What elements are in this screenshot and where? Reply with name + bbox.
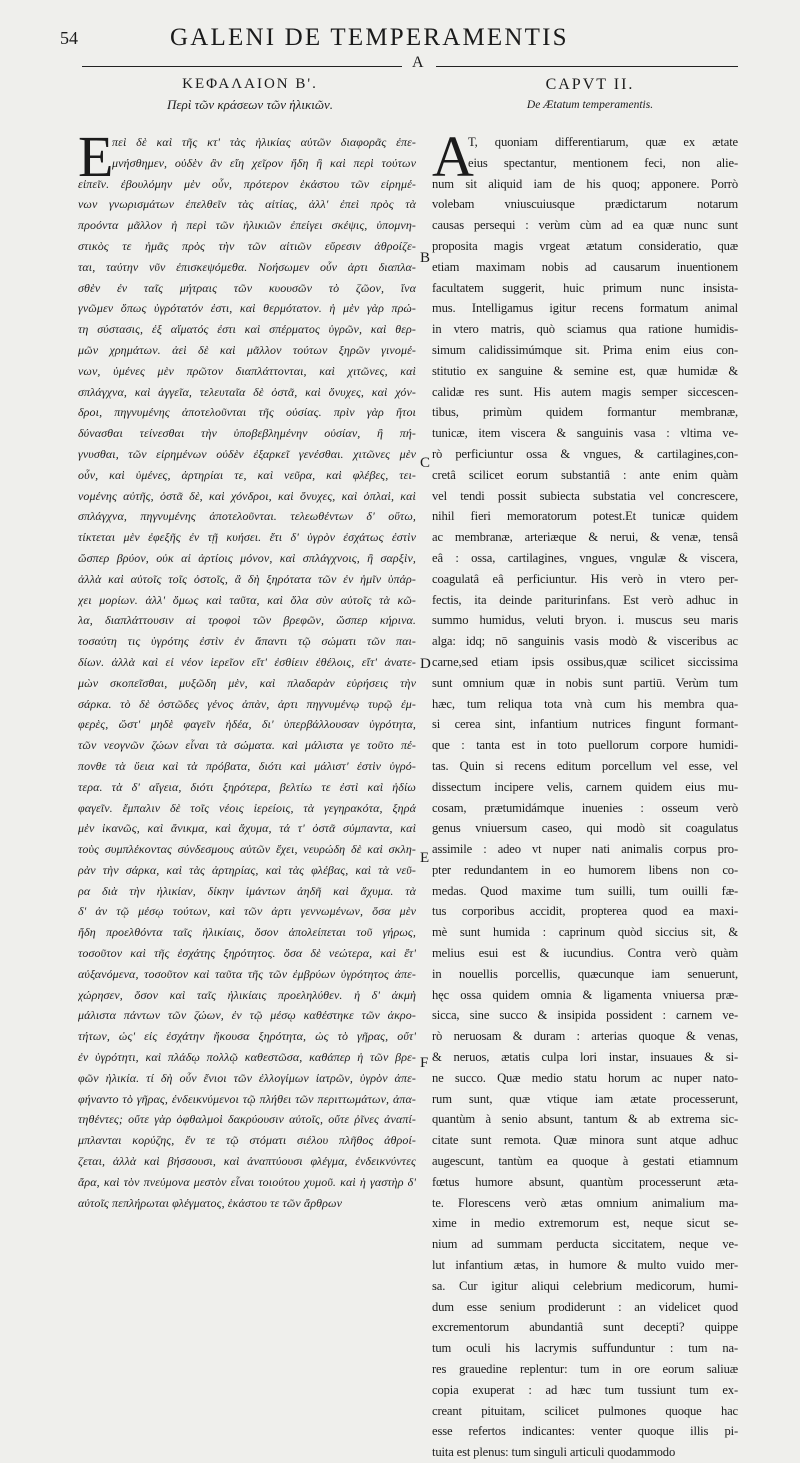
greek-text-line: προόντα μᾶλλον ἡ περὶ τῶν ἡλικιῶν ἐπείγει σκέψις, ὑπομνη-	[78, 218, 416, 233]
greek-text-line: μῶν χρημάτων. ἀεὶ δὲ καὶ μᾶλλον τούτων ξηρῶν γινομέ-	[78, 342, 416, 357]
latin-text-line: cosam, prætumidámque inuenies : osseum verò	[432, 800, 738, 815]
page-number: 54	[60, 28, 78, 48]
greek-text-line: αὐτοῖς πεπλήρωται φλέγματος, ἑκάστου τε τῶν ἄρθρων	[78, 1195, 343, 1210]
latin-text-line: etiam maximam nobis ad causarum inuentionem	[432, 259, 738, 274]
latin-text-line: causas persequi : verùm cùm ad ea quæ nunc sunt	[432, 218, 738, 233]
running-title: GALENI DE TEMPERAMENTIS	[170, 24, 569, 51]
latin-text-line: augescunt, tantùm ea quoque à gestati etiamnum	[432, 1154, 738, 1169]
latin-text-line: dissectum incipere velis, carnem quidem eius mu-	[432, 779, 738, 794]
header-rule-left	[82, 66, 402, 67]
latin-text-line: creant pituitam, scilicet pulmones quoque hac	[432, 1403, 738, 1418]
greek-text-line: τοὺς συμπλέκοντας σύνδεσμους αὐτῶν ἔχει, νευρώδη δὲ καὶ σκλη-	[78, 842, 416, 857]
greek-text-line: οὖν, καὶ ὑμένες, ἀρτηρίαι τε, καὶ νεῦρα, καὶ φλέβες, τει-	[78, 467, 416, 482]
page-header	[60, 22, 745, 56]
greek-text-line: φερὲς, ὥστ' μηδὲ φαγεῖν ἡδέα, δι' ὑπερβάλλουσαν ὑγρότητα,	[78, 717, 416, 732]
greek-text-line: ἐν ὑγρότητι, καὶ πλάδῳ πολλῷ καθεστῶσα, καθάπερ ἡ τῶν βρε-	[78, 1050, 416, 1065]
header-rule-right	[436, 66, 738, 67]
greek-text-line: γνῶμεν ὅπως ὑγρότατόν ἐστι, καὶ θερμότατον. ἡ μὲν γὰρ πρώ-	[78, 301, 416, 316]
latin-text-line: proposita magis vrgeat ætatum consideratio, quæ	[432, 238, 738, 253]
latin-text-line: tum oculi his lacrymis suffunduntur : tum na-	[432, 1341, 738, 1356]
latin-text-line: summo humidus, veluti bryon. i. muscus seu maris	[432, 613, 738, 628]
greek-text-line: νων, ὑμένες μὲν πρῶτον διαπλάττονται, καὶ χιτῶνες, καὶ	[78, 363, 416, 378]
latin-text-line: assimile : adeo vt nuper nati animalis corpus pro-	[432, 842, 738, 857]
greek-text-line: σπλάγχνα, πηγνυμένης ἀποτελοῦνται. τελεωθέντων δ' οὕτω,	[78, 509, 416, 524]
latin-text-line: in nouellis porcellis, quæcunque iam senuerunt,	[432, 966, 738, 981]
latin-text-line: genus vniuersum caseo, qui modò sit coagulatus	[432, 821, 738, 836]
greek-text-line: μὲν ἱκανῶς, καὶ ἄνικμα, καὶ ἄχυμα, τά τ' ὀστᾶ σύμπαντα, καὶ	[78, 821, 416, 836]
latin-text-line: hæc, tum reliqua tota vnà cum his membra qua-	[432, 696, 738, 711]
greek-text-line: ται, ταύτην νῦν ἐπισκεψόμεθα. Νοήσωμεν οὖν ἀρτι διαπλα-	[78, 259, 416, 274]
greek-text-column	[78, 132, 416, 1213]
greek-text-line: πεὶ δὲ καὶ τῆς κτ' τὰς ἡλικίας αὐτῶν διαφορᾶς ἐπε-	[112, 135, 416, 149]
latin-text-line: simum calidissimúmque sit. Prima enim eius con-	[432, 342, 738, 357]
latin-text-line: num sit aliquid iam de his quoq; apponere. Porrò	[432, 176, 738, 191]
greek-text-line: μπλανται κορύζης, ἔν τε τῷ στόματι σιέλου πλῆθος ἀθροί-	[78, 1133, 416, 1148]
latin-text-line: sa. Cur igitur aliqui celebrium medicorum, humi-	[432, 1278, 738, 1293]
greek-text-line: χώρησεν, ὅσον καὶ ταῖς ἡλικίαις προεληλύθεν. ἡ δ' ἀκμὴ	[78, 987, 416, 1002]
greek-text-line: τήτων, ὡς' εἰς ἐσχάτην ἥκουσα ξηρότητα, ὡς τὸ γῆρας, οὔτ'	[78, 1029, 416, 1044]
latin-text-column	[432, 132, 738, 1463]
greek-text-line: σθὲν ἐν ταῖς μήτραις τῶν κυουσῶν τὸ ζῶον, ἵνα	[78, 280, 416, 295]
greek-text-line: νομένης αὐτῆς, ὀστᾶ δὲ, καὶ χόνδροι, καὶ ὄνυχες, καὶ ὁπλαὶ, καὶ	[78, 488, 416, 503]
latin-text-line: tas. Quin si recens editum porcellum vel esse, vel	[432, 758, 738, 773]
greek-text-line: τηθέντες; οὔτε γὰρ ὀφθαλμοὶ δακρύουσιν αὐτοῖς, οὔτε ῥῖνες ἀναπί-	[78, 1112, 416, 1127]
latin-text-line: pter redundantem in eo humorem libens non co-	[432, 862, 738, 877]
greek-text-line: φήναντο τὸ γῆρας, ἐνδεικνύμενοι τῷ πλήθει τῶν περιττωμάτων, ἀπα-	[78, 1091, 416, 1106]
latin-chapter-title: CAPVT II.	[545, 76, 635, 93]
greek-text-line: αὐξανόμενα, τοσοῦτον καὶ ταῦτα τῆς τῶν ἐμβρύων ὑγρότητος ἀπε-	[78, 966, 416, 981]
latin-text-line: mè sunt humida : caprinum quòd siccius sit, &	[432, 925, 738, 940]
greek-text-line: τοσαύτη τις ὑγρότης ἐστὶν ἐν ἅπαντι τῷ σώματι τῶν παι-	[78, 634, 416, 649]
latin-text-line: nihil fieri memoratorum potest.Et tunicæ quidem	[432, 509, 738, 524]
latin-text-line: in vtero matris, quò sciamus qua ratione humidis-	[432, 322, 738, 337]
latin-drop-cap: A	[432, 124, 474, 189]
latin-text-line: te. Florescens verò ætas omnium animalium ma-	[432, 1195, 738, 1210]
latin-text-line: cretâ scilicet eorum substantiâ : ante enim quàm	[432, 467, 738, 482]
margin-letter: E	[420, 850, 430, 866]
greek-text-line: ἄρα, καὶ τὸν πνεύμονα μεστὸν εἶναι τοιούτου χυμοῦ. καὶ ἡ γαστὴρ δ'	[78, 1174, 416, 1189]
latin-text-line: xime in medio extremorum est, neque sicut se-	[432, 1216, 738, 1231]
latin-text-line: stitutio ex sanguine & semine est, quæ humidæ &	[432, 363, 738, 378]
latin-text-line: coagulatâ eâ perficiuntur. His verò in vtero per-	[432, 571, 738, 586]
greek-text-line: σπλάγχνα, καὶ ἀγγεῖα, τελευταῖα δὲ ὀστᾶ, καὶ ὄνυχες, καὶ χόν-	[78, 384, 416, 399]
latin-text-line: volebam vniuscuiusque prædictarum notarum	[432, 197, 738, 212]
latin-text-line: excrementorum abundantiâ sunt decepti? quippe	[432, 1320, 738, 1335]
margin-letter: C	[420, 455, 431, 471]
greek-text-line: μνήσθημεν, οὐδὲν ἂν εἴη χεῖρον ἤδη ἢ καὶ περὶ τούτων	[112, 155, 416, 170]
latin-text-line: calidæ res sunt. His autem magis semper siccescen-	[432, 384, 738, 399]
greek-text-line: μὼν σκοπεῖσθαι, μυξῶδη μὲν, καὶ πλαδαρὰν εὑρήσεις τὴν	[78, 675, 416, 690]
latin-text-line: mus. Intelligamus igitur recens formatum animal	[432, 301, 738, 316]
latin-text-line: si cerea sint, infantium nutrices fingunt formant-	[432, 717, 738, 732]
latin-text-line: lut infantium ætas, in humore & multo vuido mer-	[432, 1258, 738, 1273]
latin-text-line: citate sunt remota. Quæ minora sunt atque adhuc	[432, 1133, 738, 1148]
greek-text-line: φαγεῖν. ἔμπαλιν δὲ τοῖς νέοις ἱερείοις, τὰ γεγηρακότα, ξηρά	[78, 800, 416, 815]
greek-text-line: τη σύστασις, ἐξ αἵματός ἐστι καὶ σπέρματος ὑγρῶν, καὶ θερ-	[78, 322, 416, 337]
latin-text-line: eius spectantur, mentionem feci, non alie-	[468, 155, 738, 170]
greek-text-line: δύνασθαι τείνεσθαι τὴν ὑποβεβλημένην οὐσίαν, ἢ πή-	[78, 426, 416, 441]
greek-text-line: τοσοῦτον καὶ τῆς ἐσχάτης ξηρότητος. ὅσα δὲ νεώτερα, καὶ ἔτ'	[78, 946, 416, 961]
greek-text-line: μάλιστα πάντων τῶν ζώων, ἐν τῷ μέσῳ καθέστηκε τῶν ἀκρο-	[78, 1008, 416, 1023]
greek-text-line: τερα. τὰ δ' αἴγεια, διότι ξηρότερα, βελτίω τε ἐστὶ καὶ ἡδίω	[78, 779, 416, 794]
latin-text-line: alga: idq; nō sanguinis vasis modò & visceribus ac	[432, 634, 738, 649]
greek-text-line: ρα διὰ τὴν ἡλικίαν, δίκην ἱμάντων ἀηδῆ καὶ ἄχυμα. τὰ	[78, 883, 416, 898]
latin-text-line: facultatem suggerit, huic primum nunc insista-	[432, 280, 738, 295]
greek-chapter-subtitle: Περὶ τῶν κράσεων τῶν ἡλικιῶν.	[166, 97, 334, 112]
latin-text-line: hęc ossa quidem omnia & ligamenta vniuersa præ-	[432, 987, 738, 1002]
latin-chapter-subtitle: De Ætatum temperamentis.	[526, 99, 654, 111]
greek-text-line: εἰπεῖν. ἐβουλόμην μὲν οὖν, πρότερον ἑκάστου τῶν εἰρημέ-	[78, 176, 416, 191]
latin-text-line: sicca, sine succo & insipida possident : carnem ve-	[432, 1008, 738, 1023]
latin-text-line: carne,sed etiam ipsis ossibus,quæ scilicet siccissima	[432, 654, 738, 669]
greek-text-line: ἀλλὰ καὶ αὐτοῖς τοῖς ὀστοῖς, ἃ δὴ ξηρότατα τῶν ἐν ἡμῖν ὑπάρ-	[78, 571, 416, 586]
greek-text-line: τῶν νεογνῶν ζώων εἶναι τὰ σώματα. καὶ μάλιστα γε τοῦτο πέ-	[78, 738, 416, 753]
margin-letter: B	[420, 250, 431, 266]
greek-text-line: χει μορίων. ἀλλ' ὅμως καὶ ταῦτα, καὶ ὅλα σὺν αὐτοῖς τὰ κῶ-	[78, 592, 416, 607]
latin-text-line: tunicæ, item viscera & sanguinis vasa : vltima ve-	[432, 426, 738, 441]
latin-text-line: ne succo. Quæ medio statu horum ac nuper nato-	[432, 1070, 738, 1085]
latin-text-line: tus corporibus accidit, propterea quod ea maxi-	[432, 904, 738, 919]
greek-text-line: δ' ἀν τῷ μέσῳ τούτων, καὶ τῶν ἀρτι γεννωμένων, ὅσα μὲν	[78, 904, 416, 919]
greek-text-line: σάρκα. τὸ δὲ ὀστῶδες γένος ἁπὰν, ἀρτι πηγνυμένῳ τυρῷ ἐμ-	[78, 696, 416, 711]
latin-text-line: T, quoniam differentiarum, quæ ex ætate	[468, 135, 738, 149]
greek-text-line: ρὰν τὴν σάρκα, καὶ τὰς ἀρτηρίας, καὶ τὰς φλέβας, καὶ τὰ νεῦ-	[78, 862, 416, 877]
latin-text-line: esse refertos indicantes: venter quoque illis pi-	[432, 1424, 738, 1439]
latin-text-line: res grauedine replentur: tum in ore eorum saliuæ	[432, 1362, 738, 1377]
latin-text-line: sunt omnium quæ in nobis sunt partiū. Verùm tum	[432, 675, 738, 690]
greek-chapter-title: ΚΕΦΑΛΑΙΟΝ Β'.	[182, 76, 318, 92]
latin-text-line: nium ad summam perducta siccitatem, neque ve-	[432, 1237, 738, 1252]
margin-letter: F	[420, 1055, 429, 1071]
greek-text-line: δίων. ἀλλὰ καὶ εἰ νέον ἱερεῖον εἴτ' ἐσθίειν ἐθέλοις, εἴτ' ἀνατε-	[78, 654, 416, 669]
latin-text-line: copia exuperat : ad hæc tum tussiunt tum ex-	[432, 1382, 738, 1397]
greek-text-line: γνυσθαι, τῶν εἰρημένων οὐδὲν ἐξαρκεῖ γενέσθαι. χιτῶνες μὲν	[78, 446, 416, 461]
latin-text-line: fœtus humore absunt, quantùm processerunt æta-	[432, 1174, 738, 1189]
latin-text-line: eâ : ossa, cartilagines, vngues, vngulæ & viscera,	[432, 550, 738, 565]
latin-text-line: vel tendi possit subiecta substatia vel concrescere,	[432, 488, 738, 503]
greek-text-line: φῶν ἡλικία. τί δὴ οὖν ἔνιοι τῶν ἐλλογίμων ἰατρῶν, ὑγρὸν ἀπε-	[78, 1070, 416, 1085]
latin-text-line: ac membranæ, arteriæque & nerui, & venæ, tensâ	[432, 530, 738, 545]
latin-text-line: tuita est plenus: tum singuli articuli quodammodo	[432, 1445, 676, 1460]
greek-drop-cap: Ε	[78, 124, 114, 189]
greek-text-line: τίκτεται μὲν ἐφεξῆς ἐν τῇ κυήσει. ἔτι δ' ὑγρὸν ἐσχάτως ἐστὶν	[78, 530, 416, 545]
latin-text-line: & neruos, ætatis culpa lori instar, insuaues & si-	[432, 1050, 738, 1065]
latin-text-line: dum esse senium prodiderunt : an videlicet quod	[432, 1299, 738, 1314]
latin-text-line: fectis, ita deinde pariturinfans. Est verò adhuc in	[432, 592, 738, 607]
greek-text-line: λα, διαπλάττουσιν αἱ τροφοὶ τῶν βρεφῶν, ὥσπερ κήρινα.	[78, 613, 416, 628]
greek-text-line: στικὸς τε ἡμᾶς πρὸς τὴν τῶν αἰτιῶν εὕρεσιν ἀθροίζε-	[78, 238, 416, 253]
latin-text-line: melius esui est & iucundius. Contra verò quàm	[432, 946, 738, 961]
latin-text-line: que : tanta est in toto puellorum corpore humidi-	[432, 738, 738, 753]
greek-text-line: ἤδη προελθόντα ταῖς ἡλικίαις, ὅσον ἀπολείπεται τοῦ γήρως,	[78, 925, 416, 940]
greek-text-line: νων γνωρισμάτων ἐπελθεῖν τὰς αἰτίας, ἀλλ' ἐπεὶ πρὸς τὰ	[78, 197, 416, 212]
latin-text-line: rum sunt, quæ vtique iam ætate processerunt,	[432, 1091, 738, 1106]
latin-text-line: rò neruosam & duram : arterias quoque & venas,	[432, 1029, 738, 1044]
signature-mark: A	[412, 54, 424, 71]
greek-text-line: πονθε τὰ ὕεια καὶ τὰ πρόβατα, διότι καὶ μάλιστ' ἐστὶν ὑγρό-	[78, 758, 416, 773]
latin-text-line: rò perficiuntur ossa & vngues, & cartilagines,con-	[432, 446, 738, 461]
latin-text-line: tibus, primùm quidem formantur membranæ,	[432, 405, 738, 420]
greek-text-line: ὥσπερ βρύον, οὐκ αἱ ἀρτίοις μόνον, καὶ σπλάγχνοις, ἢ σαρξὶν,	[78, 550, 416, 565]
greek-text-line: ζεται, ἀλλὰ καὶ βήσσουσι, καὶ ἀναπτύουσι φλέγμα, ἐνδεικνύντες	[78, 1154, 416, 1169]
greek-text-line: δροι, πηγνυμένης ἀποτελοῦνται τῆς οὐσίας. πρὶν γὰρ ἤτοι	[78, 405, 416, 420]
latin-text-line: medas. Quod maxime tum suilli, tum ouilli fæ-	[432, 883, 738, 898]
margin-letter: D	[420, 656, 431, 672]
latin-text-line: quantùm à senio absunt, tantum & ab extrema sic-	[432, 1112, 738, 1127]
